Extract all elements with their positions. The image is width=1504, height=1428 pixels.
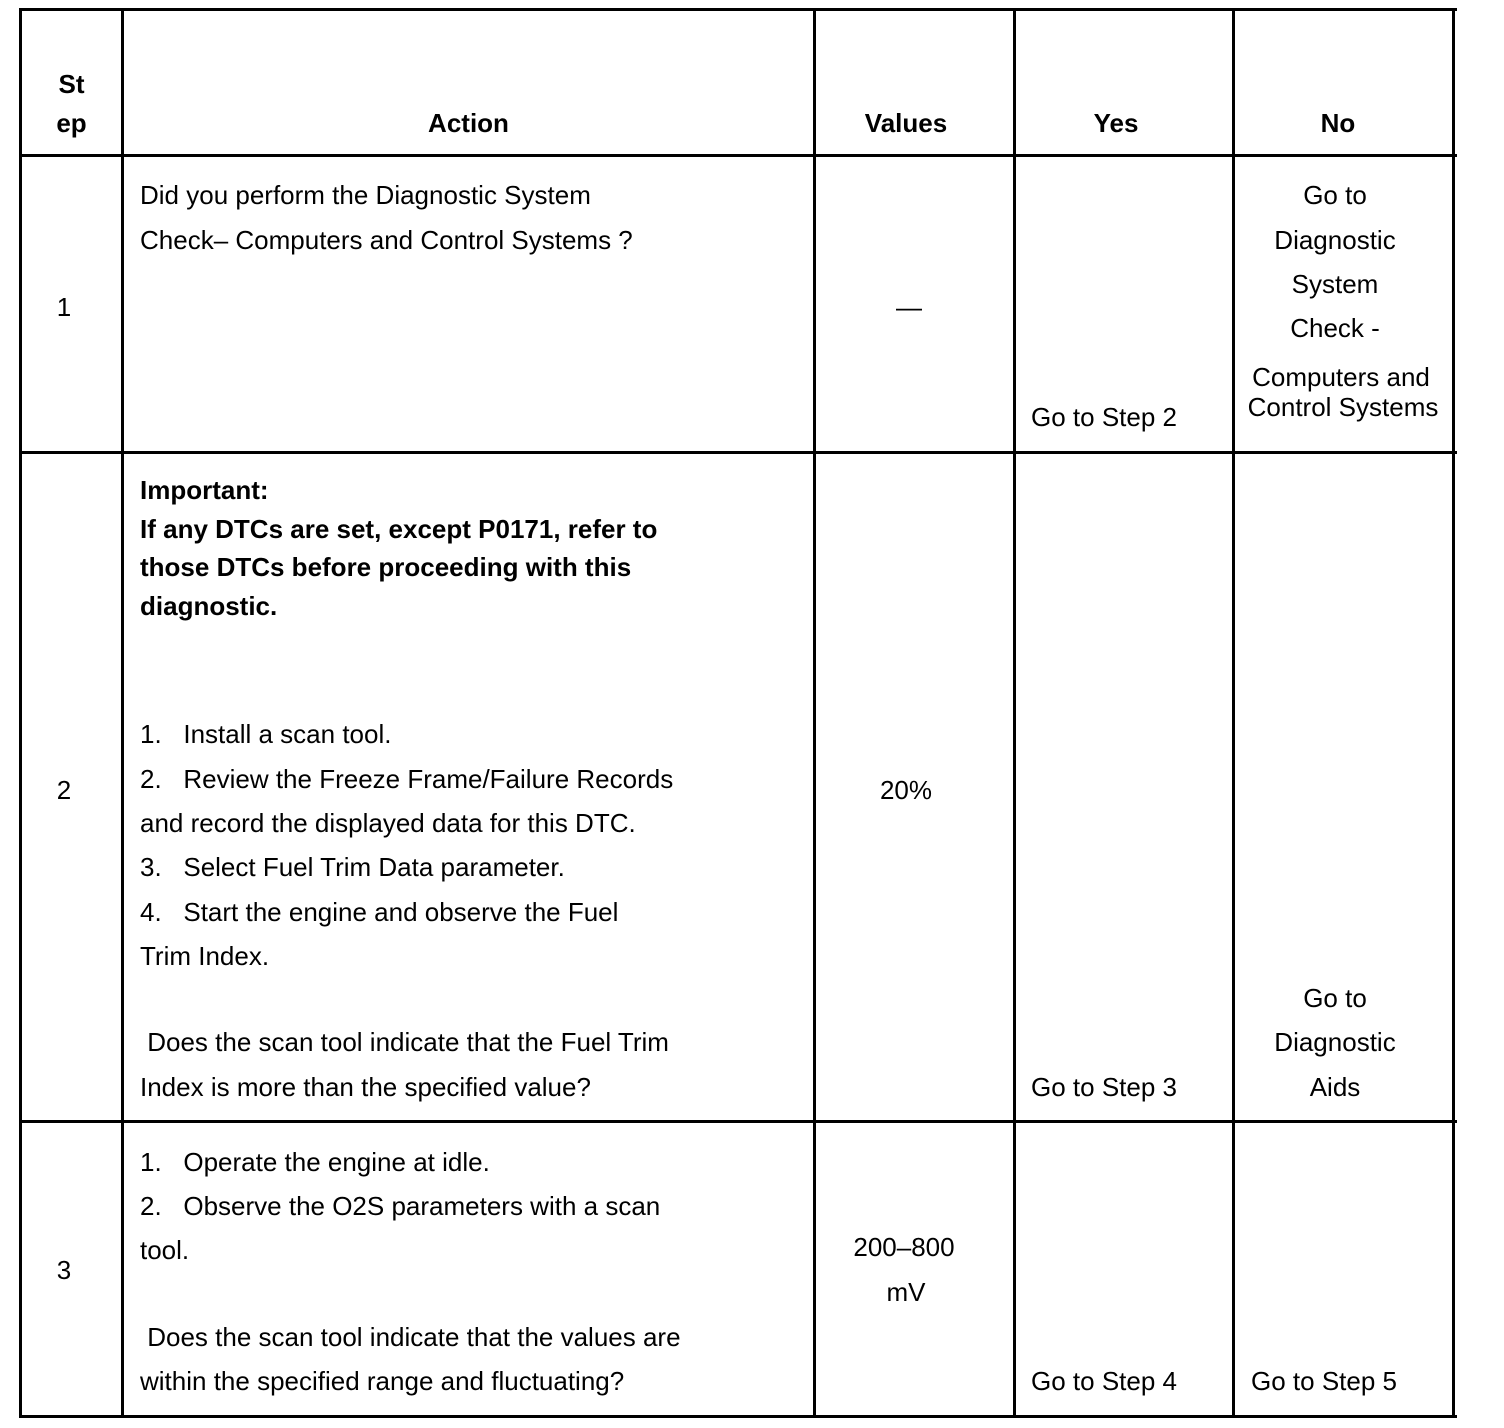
row2-value: 20%: [879, 775, 933, 805]
row3-value-line: 200–800: [853, 1232, 955, 1262]
table-border-right: [1452, 8, 1455, 1418]
row2-action-line: 2. Review the Freeze Frame/Failure Records: [140, 764, 674, 794]
row1-yes: Go to Step 2: [1031, 402, 1177, 432]
row2-step: 2: [56, 775, 72, 805]
row2-action-line: Index is more than the specified value?: [140, 1072, 591, 1102]
header-values: Values: [864, 108, 948, 138]
row1-no-line: Diagnostic: [1274, 225, 1396, 255]
row3-no: Go to Step 5: [1251, 1366, 1397, 1396]
table-border-bottom: [19, 1415, 1457, 1418]
row1-no-line: Go to: [1303, 180, 1367, 210]
row1-value: —: [896, 292, 922, 322]
row2-action-line: 4. Start the engine and observe the Fuel: [140, 897, 619, 927]
row1-step: 1: [56, 292, 72, 322]
row3-action-line: 2. Observe the O2S parameters with a scan: [140, 1191, 661, 1221]
column-divider-yes: [1232, 8, 1235, 1418]
row2-important-label: Important:: [140, 475, 269, 505]
row3-action-line: within the specified range and fluctuating?: [140, 1366, 625, 1396]
header-action: Action: [428, 108, 509, 138]
row2-no-line: Go to: [1303, 983, 1367, 1013]
row1-action-line: Did you perform the Diagnostic System: [140, 180, 591, 210]
row2-action-line: and record the displayed data for this DTC.: [140, 808, 636, 838]
row3-value-line: mV: [886, 1277, 926, 1307]
column-divider-values: [1013, 8, 1016, 1418]
row2-action-line: 1. Install a scan tool.: [140, 719, 392, 749]
row2-action-line: Does the scan tool indicate that the Fuel Trim: [140, 1027, 669, 1057]
row2-no-line: Diagnostic: [1274, 1027, 1396, 1057]
row2-important-line: those DTCs before proceeding with this: [140, 552, 632, 582]
column-divider-action: [813, 8, 816, 1418]
row1-no-line: Control Systems: [1247, 392, 1439, 422]
header-no: No: [1320, 108, 1356, 138]
row1-no-line: Check -: [1290, 313, 1380, 343]
row3-yes: Go to Step 4: [1031, 1366, 1177, 1396]
row3-action-line: Does the scan tool indicate that the values are: [140, 1322, 681, 1352]
table-border-left: [19, 8, 22, 1418]
row1-action-line: Check– Computers and Control Systems ?: [140, 225, 633, 255]
row3-action-line: 1. Operate the engine at idle.: [140, 1147, 490, 1177]
table-border-top: [19, 8, 1457, 11]
row-divider-1: [19, 451, 1457, 454]
row3-action-line: tool.: [140, 1235, 190, 1265]
column-divider-step: [121, 8, 124, 1418]
row2-yes: Go to Step 3: [1031, 1072, 1177, 1102]
row1-no-line: Computers and: [1252, 362, 1430, 392]
row2-action-line: Trim Index.: [140, 941, 270, 971]
header-step-line1: St: [58, 69, 85, 99]
row2-no-line: Aids: [1309, 1072, 1361, 1102]
header-divider: [19, 154, 1457, 157]
row3-step: 3: [56, 1255, 72, 1285]
row1-no-line: System: [1291, 269, 1379, 299]
header-step-line2: ep: [56, 108, 87, 138]
header-yes: Yes: [1093, 108, 1139, 138]
row-divider-2: [19, 1120, 1457, 1123]
row2-important-line: diagnostic.: [140, 591, 278, 621]
row2-action-line: 3. Select Fuel Trim Data parameter.: [140, 852, 565, 882]
row2-important-line: If any DTCs are set, except P0171, refer to: [140, 514, 658, 544]
